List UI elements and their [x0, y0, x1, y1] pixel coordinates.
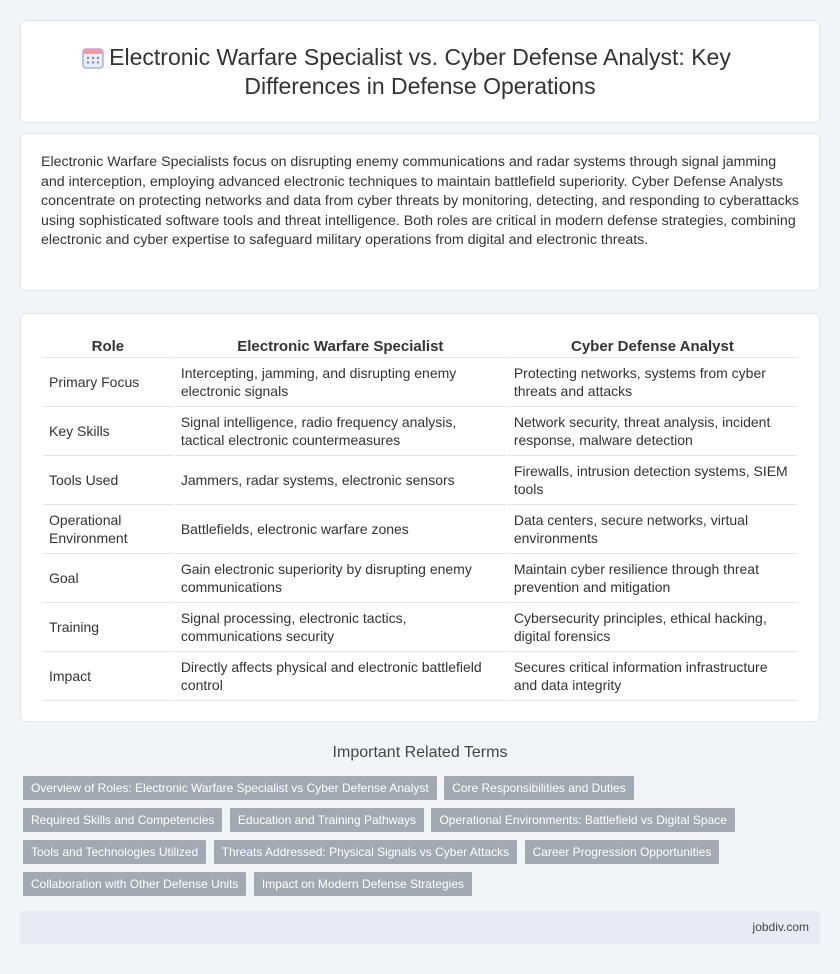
row-label: Operational Environment: [43, 505, 173, 554]
table-cell: Cybersecurity principles, ethical hacking, digital forensics: [508, 603, 797, 652]
table-cell: Firewalls, intrusion detection systems, SIEM tools: [508, 456, 797, 505]
table-cell: Signal processing, electronic tactics, communications security: [175, 603, 506, 652]
table-cell: Battlefields, electronic warfare zones: [175, 505, 506, 554]
related-term-link[interactable]: Threats Addressed: Physical Signals vs Cyber Attacks: [214, 840, 517, 864]
row-label: Impact: [43, 652, 173, 701]
row-label: Primary Focus: [43, 358, 173, 407]
column-header-role: Role: [43, 334, 173, 358]
intro-paragraph: Electronic Warfare Specialists focus on disrupting enemy communications and radar systems through signal jamming and interception, employing advanced electronic techniques to maintain battlefield superiority. Cyber Defense Analysts concentrate on protecting networks and data from cyber threats by monitoring, detecting, and responding to cyberattacks using sophisticated software tools and threat intelligence. Both roles are critical in modern defense strategies, combining electronic and cyber expertise to safeguard military operations from digital and electronic threats.: [41, 154, 799, 249]
related-term-link[interactable]: Tools and Technologies Utilized: [23, 840, 206, 864]
related-term-link[interactable]: Overview of Roles: Electronic Warfare Specialist vs Cyber Defense Analyst: [23, 776, 437, 800]
table-cell: Maintain cyber resilience through threat prevention and mitigation: [508, 554, 797, 603]
table-cell: Network security, threat analysis, incident response, malware detection: [508, 407, 797, 456]
footer-site-link[interactable]: jobdiv.com: [752, 920, 809, 934]
table-cell: Intercepting, jamming, and disrupting enemy electronic signals: [175, 358, 506, 407]
table-row: [43, 554, 797, 603]
table-cell: Data centers, secure networks, virtual environments: [508, 505, 797, 554]
related-term-link[interactable]: Core Responsibilities and Duties: [444, 776, 633, 800]
table-cell: Protecting networks, systems from cyber threats and attacks: [508, 358, 797, 407]
table-cell: Signal intelligence, radio frequency analysis, tactical electronic countermeasures: [175, 407, 506, 456]
table-cell: Secures critical information infrastructure and data integrity: [508, 652, 797, 701]
table-cell: Jammers, radar systems, electronic sensors: [175, 456, 506, 505]
related-term-link[interactable]: Education and Training Pathways: [230, 808, 424, 832]
column-header-electronic-warfare: Electronic Warfare Specialist: [175, 334, 506, 358]
column-header-cyber-defense: Cyber Defense Analyst: [508, 334, 797, 358]
table-row: [43, 358, 797, 407]
footer: [20, 911, 820, 944]
page-title: Electronic Warfare Specialist vs. Cyber Defense Analyst: Key Differences in Defense Operations: [109, 44, 731, 99]
table-row: [43, 603, 797, 652]
intro-card: [20, 133, 820, 291]
table-row: [43, 505, 797, 554]
related-terms-heading: Important Related Terms: [332, 744, 508, 761]
table-row: [43, 652, 797, 701]
related-term-link[interactable]: Collaboration with Other Defense Units: [23, 872, 246, 896]
table-row: [43, 407, 797, 456]
related-term-link[interactable]: Required Skills and Competencies: [23, 808, 222, 832]
row-label: Training: [43, 603, 173, 652]
related-terms-list: [20, 776, 820, 904]
related-term-link[interactable]: Impact on Modern Defense Strategies: [254, 872, 472, 896]
related-terms-section: [20, 742, 820, 904]
table-cell: Directly affects physical and electronic battlefield control: [175, 652, 506, 701]
comparison-card: [20, 313, 820, 722]
row-label: Tools Used: [43, 456, 173, 505]
row-label: Key Skills: [43, 407, 173, 456]
table-row: [43, 456, 797, 505]
related-term-link[interactable]: Career Progression Opportunities: [525, 840, 720, 864]
comparison-table: [41, 334, 799, 701]
row-label: Goal: [43, 554, 173, 603]
table-cell: Gain electronic superiority by disrupting enemy communications: [175, 554, 506, 603]
title-card: [20, 20, 820, 123]
table-header-row: [43, 334, 797, 358]
related-term-link[interactable]: Operational Environments: Battlefield vs Digital Space: [431, 808, 734, 832]
